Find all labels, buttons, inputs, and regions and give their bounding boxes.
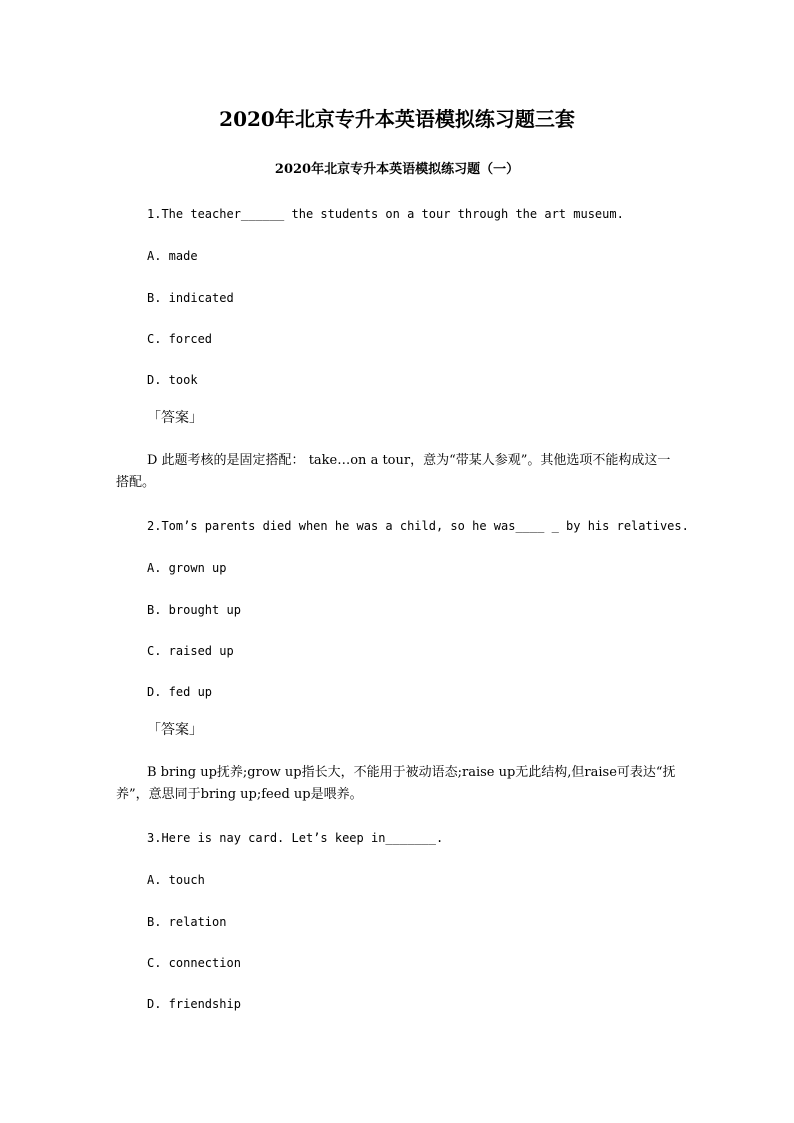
question-2-text: 2.Tom’s parents died when he was a child, so he was____ _ by his relatives.: [147, 519, 689, 533]
question-1-explanation: D 此题考核的是固定搭配： take…on a tour，意为“带某人参观”。其他选项不能构成这一搭配。: [116, 453, 671, 490]
question-3-option-b: B. relation: [147, 915, 227, 929]
question-3-option-d: D. friendship: [147, 997, 241, 1011]
question-3-option-c: C. connection: [147, 956, 241, 970]
question-3-text: 3.Here is nay card. Let’s keep in_______.: [147, 831, 444, 845]
question-2-answer-label: 「答案」: [147, 722, 203, 738]
question-3-option-a: A. touch: [147, 873, 205, 887]
question-1-option-c: C. forced: [147, 332, 213, 346]
question-2-option-b: B. brought up: [147, 603, 241, 617]
document-title: 2020年北京专升本英语模拟练习题三套: [219, 107, 575, 131]
question-1-answer-label: 「答案」: [147, 410, 203, 426]
question-2-explanation: B bring up抚养;grow up指长大，不能用于被动语态;raise up无此结构,但raise可表达“抚养”，意思同于bring up;feed up是喂养。: [116, 765, 676, 802]
section-subtitle: 2020年北京专升本英语模拟练习题（一）: [274, 162, 520, 177]
question-1-option-a: A. made: [147, 249, 198, 263]
question-1-text: 1.The teacher______ the students on a tour through the art museum.: [147, 207, 624, 221]
question-1-option-d: D. took: [147, 373, 198, 387]
question-1-option-b: B. indicated: [147, 291, 234, 305]
question-2-option-d: D. fed up: [147, 685, 213, 699]
question-2-option-c: C. raised up: [147, 644, 234, 658]
question-2-option-a: A. grown up: [147, 561, 227, 575]
